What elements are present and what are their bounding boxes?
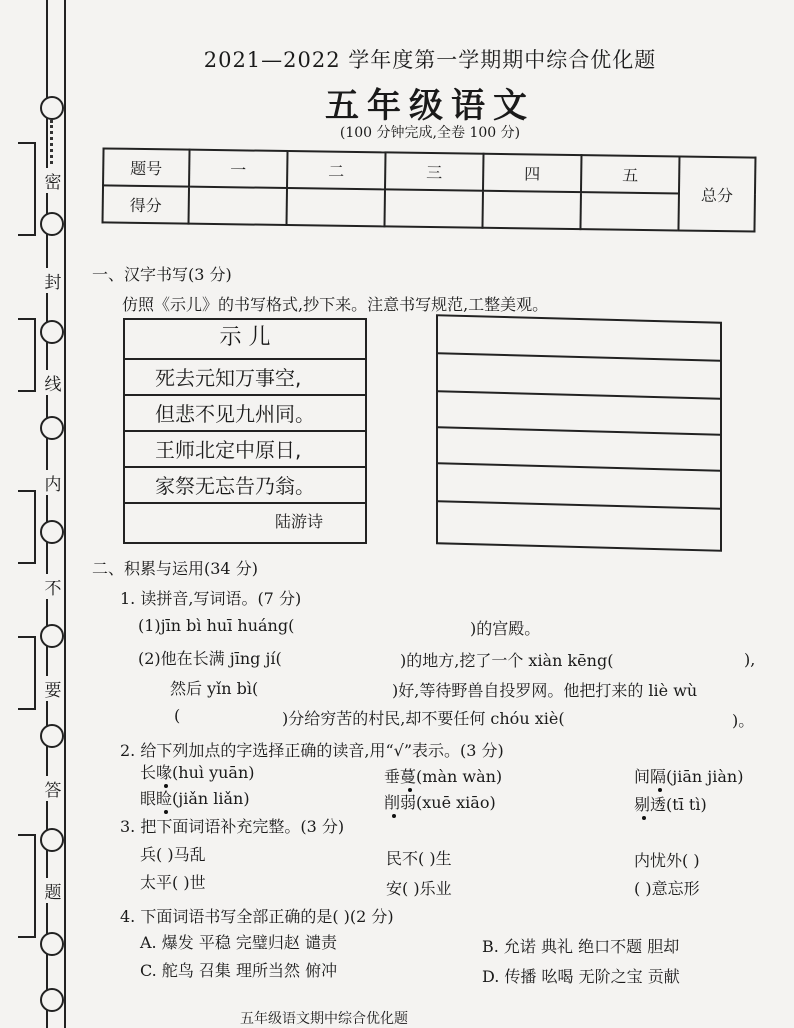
q2-item-prefix: 眼 — [140, 789, 157, 808]
q3-item[interactable]: 民不( )生 — [386, 849, 452, 868]
binding-hole — [40, 416, 64, 440]
binding-hole — [40, 520, 64, 544]
score-header-cell: 题号 — [103, 148, 190, 186]
q2-item — [384, 764, 502, 787]
binding-bracket — [18, 490, 36, 564]
seal-char: 题 — [42, 878, 64, 903]
q4-option-d[interactable]: D. 传播 吆喝 无阶之宝 贡献 — [482, 967, 680, 986]
q1-line3-b: )好,等待野兽自投罗网。他把打来的 liè wù — [392, 681, 698, 700]
q4-option-c[interactable]: C. 舵鸟 召集 理所当然 俯冲 — [140, 961, 338, 980]
q2-dotted-char: 蔓 — [400, 767, 417, 786]
q1-line3-a: 然后 yǐn bì( — [170, 679, 259, 698]
binding-bracket — [18, 834, 36, 938]
page-footer: 五年级语文期中综合优化题 — [240, 1011, 408, 1027]
model-poem-box — [123, 318, 367, 544]
q3-item[interactable]: 内忧外( ) — [634, 851, 700, 870]
q3-item[interactable]: 安( )乐业 — [386, 879, 452, 898]
q2-item-prefix: 垂 — [384, 767, 401, 786]
binding-hole — [40, 828, 64, 852]
q2-item — [384, 790, 496, 813]
score-input-cell[interactable] — [189, 187, 288, 225]
score-header-cell: 总分 — [678, 156, 755, 231]
binding-bracket — [18, 636, 36, 710]
q2-item-options[interactable]: (jiān jiàn) — [666, 767, 744, 786]
seal-char: 内 — [42, 470, 64, 495]
q2-item-options[interactable]: (huì yuān) — [172, 763, 255, 782]
q4-option-a[interactable]: A. 爆发 平稳 完璧归赵 谴责 — [140, 933, 337, 952]
binding-hole — [40, 96, 64, 120]
q2-item — [140, 786, 250, 809]
binding-hole — [40, 212, 64, 236]
writing-line — [438, 462, 720, 471]
q2-title: 2. 给下列加点的字选择正确的读音,用“√”表示。(3 分) — [120, 741, 504, 760]
binding-bracket — [18, 142, 36, 236]
section-1-instruction: 仿照《示儿》的书写格式,抄下来。注意书写规范,工整美观。 — [122, 295, 549, 314]
q2-item-options[interactable]: 弱(xuē xiāo) — [400, 793, 496, 812]
score-label-cell: 得分 — [103, 185, 190, 223]
q1-title: 1. 读拼音,写词语。(7 分) — [120, 589, 302, 608]
seal-char: 封 — [42, 268, 64, 293]
q2-dotted-char: 削 — [384, 793, 401, 812]
seal-char: 要 — [42, 676, 64, 701]
binding-line-right — [64, 0, 66, 1028]
score-input-cell[interactable] — [286, 188, 385, 226]
q3-item[interactable]: 兵( )马乱 — [140, 845, 206, 864]
score-table — [102, 147, 757, 232]
section-1-heading: 一、汉字书写(3 分) — [92, 265, 232, 284]
copy-writing-box[interactable] — [436, 314, 722, 551]
q1-line4-b: )分给穷苦的村民,却不要任何 chóu xiè( — [282, 709, 565, 728]
binding-hole — [40, 724, 64, 748]
poem-line: 家祭无忘告乃翁。 — [125, 466, 365, 502]
score-header-cell: 二 — [287, 151, 386, 189]
q3-title: 3. 把下面词语补充完整。(3 分) — [120, 817, 345, 836]
q2-dotted-char: 剔 — [634, 795, 651, 814]
poem-line: 王师北定中原日, — [125, 430, 365, 466]
writing-line — [438, 352, 720, 361]
exam-header: 2021—2022 学年度第一学期期中综合优化题 — [203, 48, 657, 72]
q2-item — [140, 760, 255, 783]
poem-line: 但悲不见九州同。 — [125, 394, 365, 430]
q1-line4-c: )。 — [732, 711, 755, 730]
score-header-cell: 三 — [385, 152, 484, 190]
q3-item[interactable]: 太平( )世 — [140, 873, 206, 892]
seal-char: 不 — [42, 574, 64, 599]
q2-item-prefix: 长 — [140, 763, 157, 782]
score-header-cell: 四 — [483, 154, 582, 192]
score-input-cell[interactable] — [482, 191, 581, 229]
page-title: 五年级语文 — [325, 86, 535, 126]
writing-line — [438, 426, 720, 435]
poem-author: 陆游诗 — [125, 502, 365, 538]
q2-dotted-char: 喙 — [156, 763, 173, 782]
writing-line — [438, 390, 720, 399]
q2-dotted-char: 隔 — [650, 767, 667, 786]
q2-item-prefix: 间 — [634, 767, 651, 786]
q2-item — [634, 792, 707, 815]
score-header-cell: 一 — [189, 150, 288, 188]
q1-line1-a: (1)jīn bì huī huáng( — [138, 616, 295, 635]
q2-item — [634, 764, 743, 787]
score-input-cell[interactable] — [580, 192, 679, 230]
score-input-cell[interactable] — [384, 189, 483, 227]
q1-line4-a: ( — [174, 706, 181, 725]
exam-subtitle: (100 分钟完成,全卷 100 分) — [339, 125, 521, 141]
section-2-heading: 二、积累与运用(34 分) — [92, 559, 258, 578]
q4-title: 4. 下面词语书写全部正确的是( )(2 分) — [120, 907, 394, 926]
writing-line — [438, 500, 720, 509]
q2-dotted-char: 睑 — [156, 789, 173, 808]
poem-title: 示 儿 — [219, 325, 271, 350]
seal-char: 线 — [42, 370, 64, 395]
binding-line-left — [46, 0, 48, 1028]
binding-dots — [50, 120, 53, 164]
binding-bracket — [18, 318, 36, 392]
q1-line1-b: )的宫殿。 — [470, 619, 541, 638]
binding-hole — [40, 988, 64, 1012]
q1-line2-c: ), — [744, 650, 756, 669]
q1-line2-a: (2)他在长满 jīng jí( — [138, 649, 282, 668]
seal-char: 答 — [42, 776, 64, 801]
q2-item-options[interactable]: (jiǎn liǎn) — [172, 789, 250, 808]
seal-char: 密 — [42, 168, 64, 193]
q2-item-options[interactable]: (màn wàn) — [416, 767, 503, 786]
q1-line2-b: )的地方,挖了一个 xiàn kēng( — [400, 651, 614, 670]
score-table-row — [103, 185, 755, 231]
binding-hole — [40, 320, 64, 344]
score-header-cell: 五 — [581, 155, 680, 193]
q4-option-b[interactable]: B. 允诺 典礼 绝口不题 胆却 — [482, 937, 680, 956]
binding-hole — [40, 932, 64, 956]
poem-line: 死去元知万事空, — [125, 358, 365, 394]
binding-hole — [40, 624, 64, 648]
q3-item[interactable]: ( )意忘形 — [634, 879, 700, 898]
q2-item-options[interactable]: 透(tī tì) — [650, 795, 707, 814]
